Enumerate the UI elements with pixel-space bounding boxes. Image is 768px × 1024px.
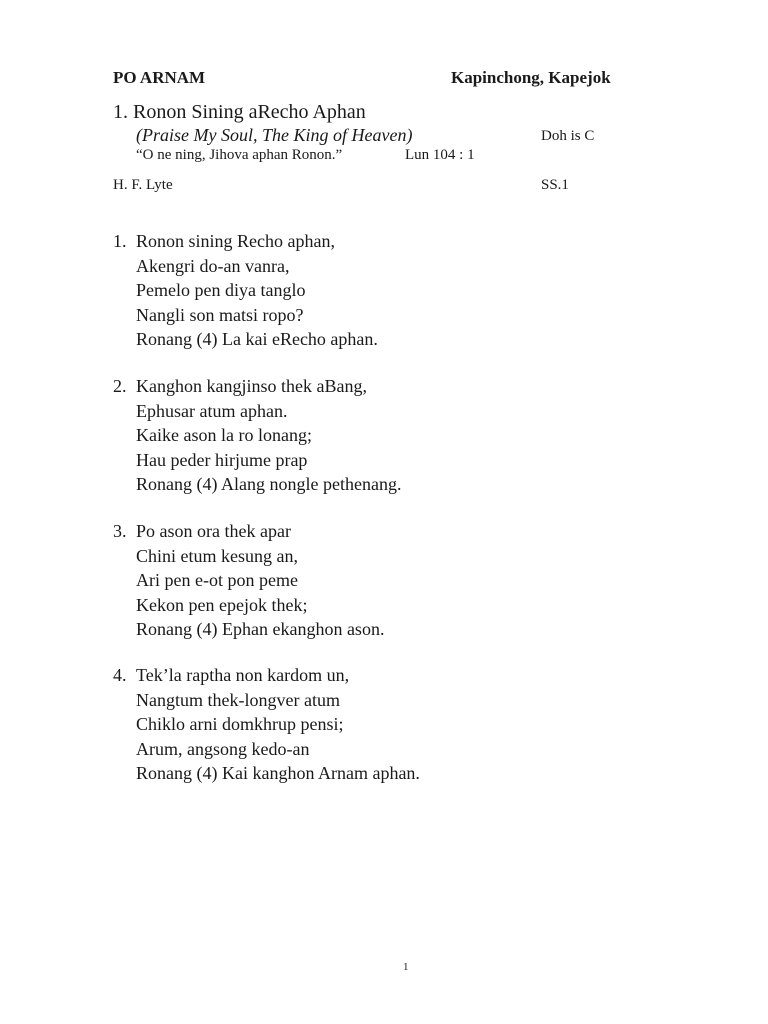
scripture-quote: “O ne ning, Jihova aphan Ronon.”: [136, 147, 343, 163]
book-title: PO ARNAM: [113, 68, 206, 87]
verse-line: Po ason ora thek apar: [136, 521, 291, 541]
verse-number: 4.: [113, 665, 127, 685]
song-subtitle: (Praise My Soul, The King of Heaven): [136, 125, 413, 145]
verse-line: Arum, angsong kedo-an: [136, 738, 310, 759]
page-number: 1: [403, 961, 409, 973]
verse-line: Kaike ason la ro lonang;: [136, 425, 312, 446]
verse-line: Nangli son matsi ropo?: [136, 304, 304, 325]
verse-line: Tek’la raptha non kardom un,: [136, 665, 350, 685]
verse-line: Chini etum kesung an,: [136, 545, 298, 566]
verse-line: Ronon sining Recho aphan,: [136, 231, 335, 251]
verse-line: Ronang (4) La kai eRecho aphan.: [136, 329, 378, 350]
verse-number: 1.: [113, 231, 127, 251]
verse-line: Chiklo arni domkhrup pensi;: [136, 714, 344, 735]
verse-line: Ephusar atum aphan.: [136, 400, 288, 421]
song-key: Doh is C: [541, 128, 595, 144]
verse-number: 2.: [113, 376, 127, 396]
song-title: 1. Ronon Sining aRecho Aphan: [113, 101, 366, 123]
verse-number: 3.: [113, 521, 127, 541]
verse-line: Ronang (4) Ephan ekanghon ason.: [136, 619, 385, 640]
verse-line: Kanghon kangjinso thek aBang,: [136, 376, 367, 396]
verse-line: Kekon pen epejok thek;: [136, 594, 308, 615]
verse-line: Ari pen e-ot pon peme: [136, 570, 298, 591]
verse-line: Ronang (4) Kai kanghon Arnam aphan.: [136, 763, 420, 784]
section-title: Kapinchong, Kapejok: [451, 68, 611, 87]
song-code: SS.1: [541, 177, 569, 193]
verse-line: Nangtum thek-longver atum: [136, 689, 340, 710]
author: H. F. Lyte: [113, 177, 173, 193]
verse-line: Akengri do-an vanra,: [136, 255, 290, 276]
scripture-reference: Lun 104 : 1: [405, 147, 475, 163]
verse-line: Ronang (4) Alang nongle pethenang.: [136, 474, 402, 495]
verse-line: Pemelo pen diya tanglo: [136, 280, 306, 301]
verse-line: Hau peder hirjume prap: [136, 449, 308, 470]
